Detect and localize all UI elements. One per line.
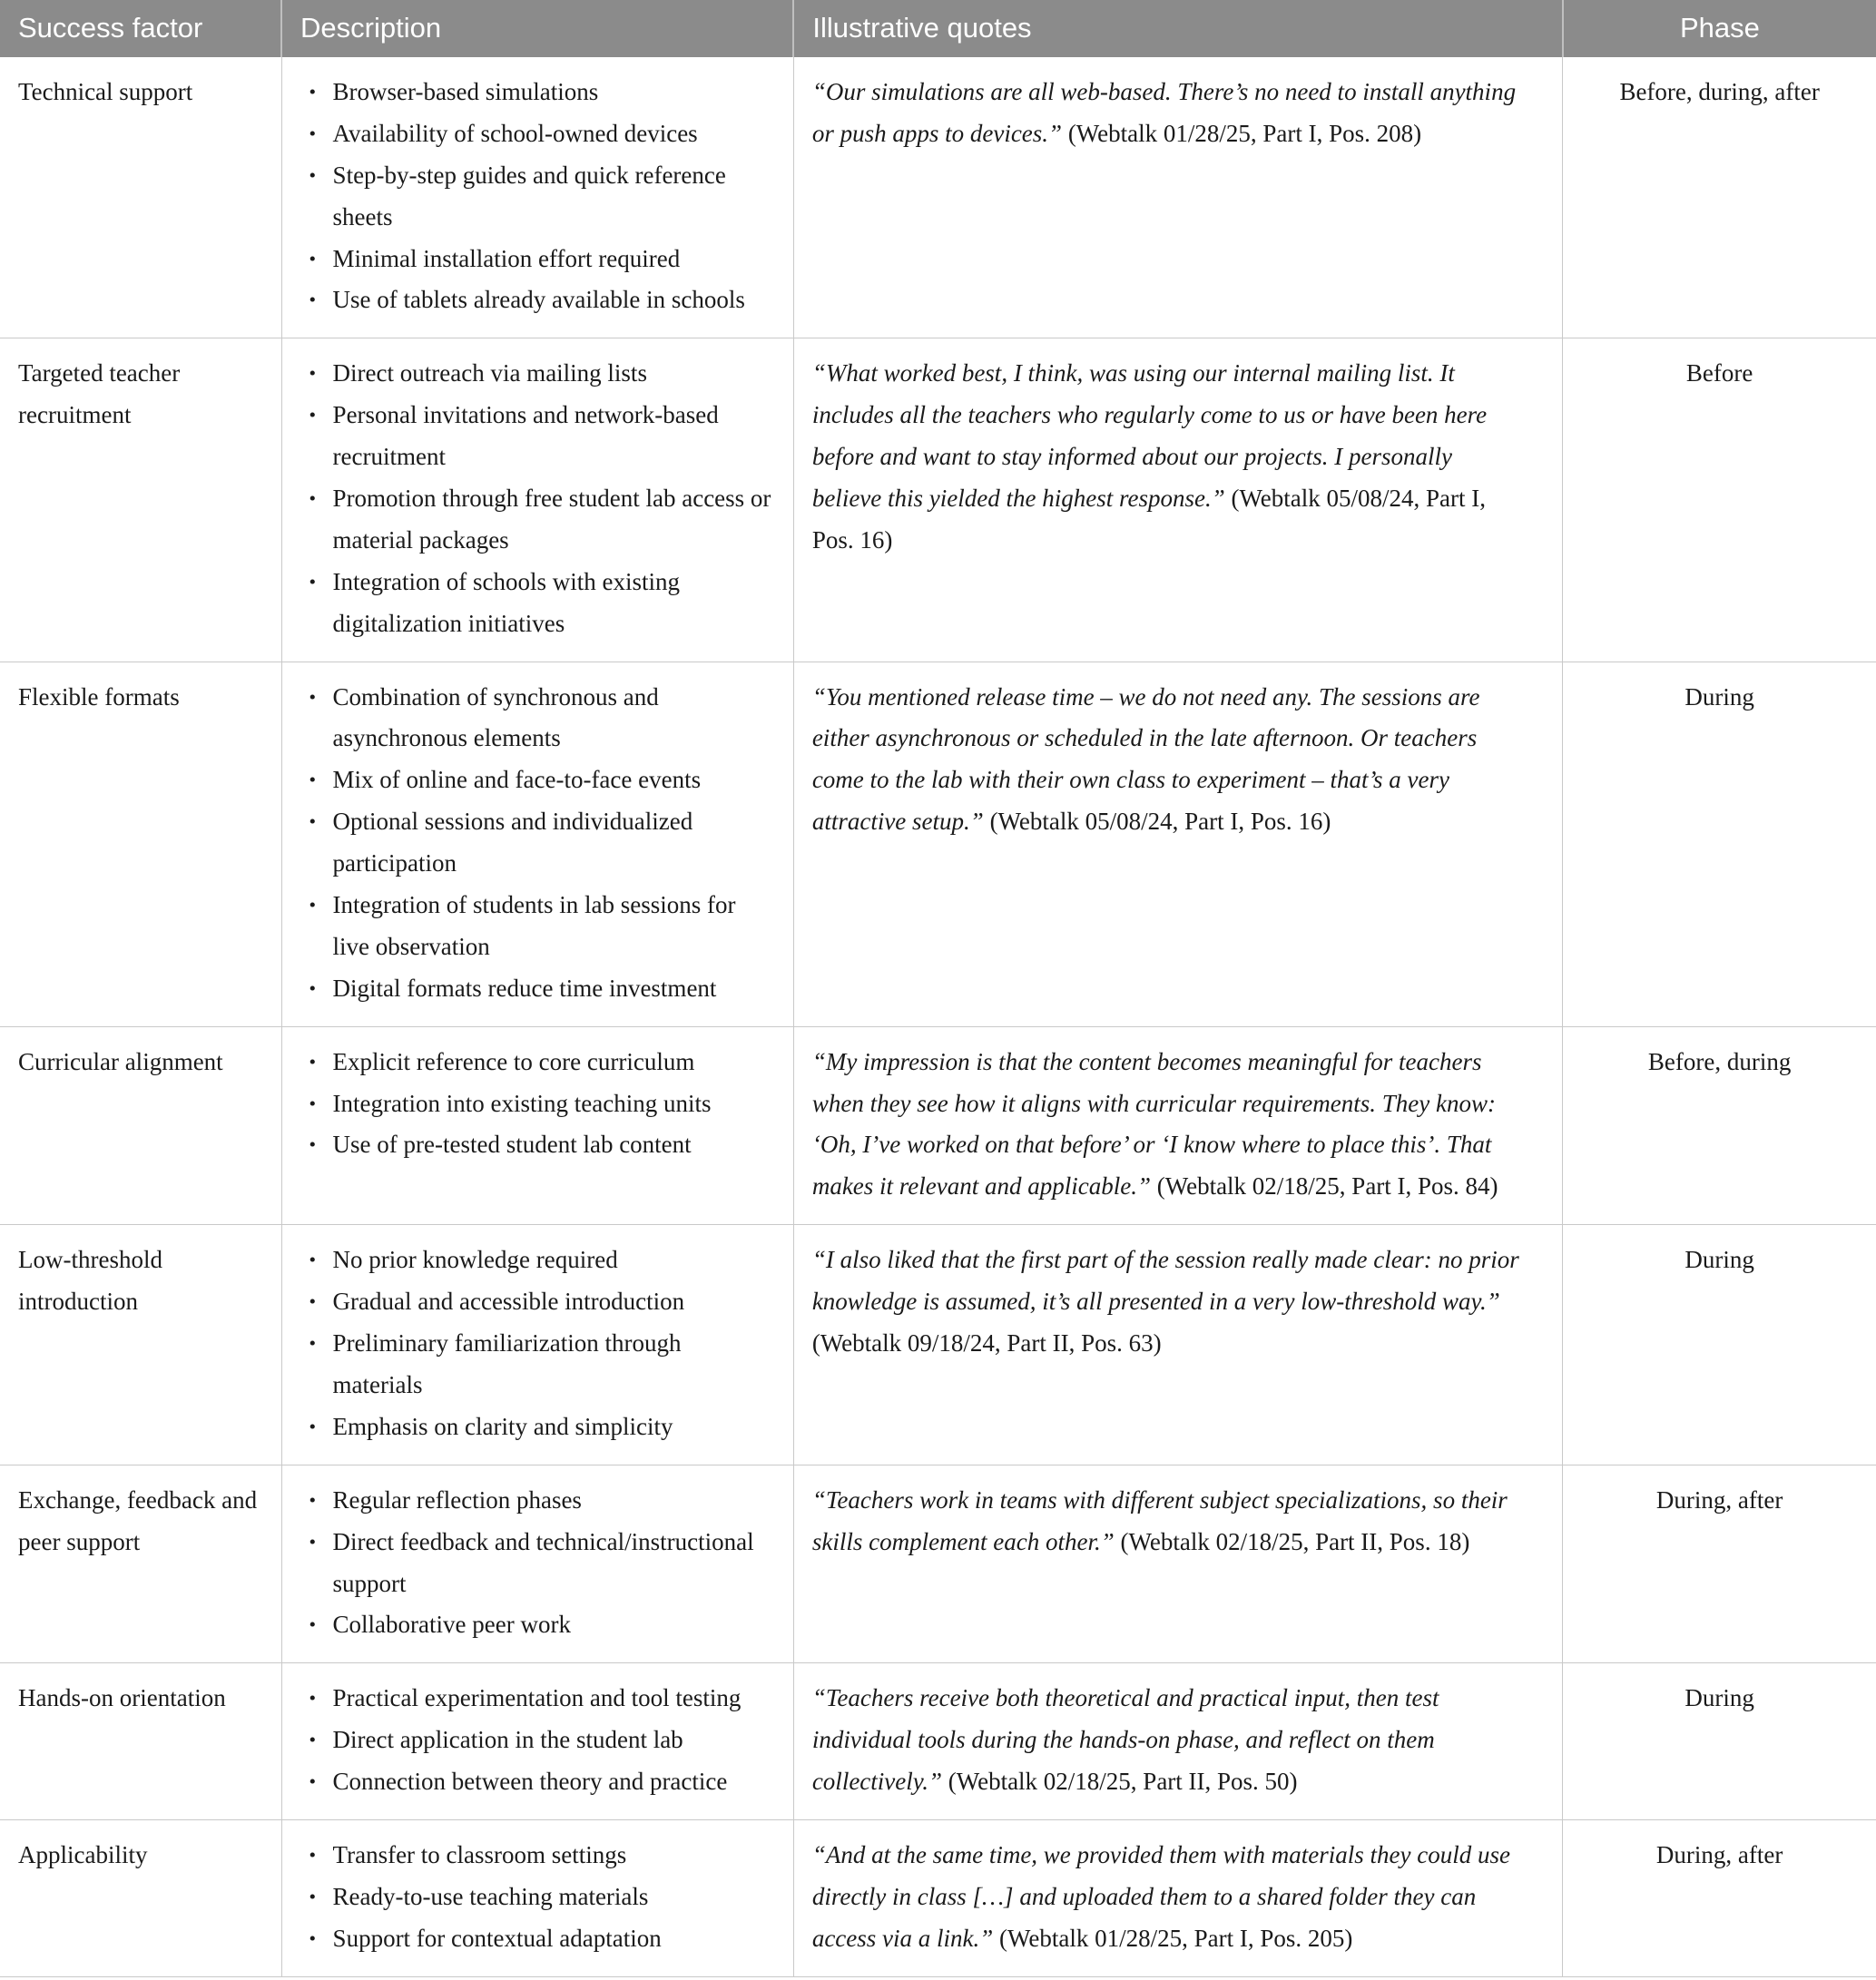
table-header	[0, 0, 1876, 57]
success-factor-cell: Flexible formats	[18, 682, 180, 711]
phase-cell: Before, during, after	[1563, 57, 1876, 338]
bullet-item: • Mix of online and face-to-face events	[300, 760, 775, 801]
description-cell	[281, 1819, 793, 1976]
success-factor-cell: Curricular alignment	[18, 1047, 223, 1075]
bullet-item: • Personal invitations and network-based recruitment	[300, 395, 775, 478]
quote-cell	[793, 1225, 1562, 1465]
bullet-item: • Integration into existing teaching units	[300, 1083, 775, 1125]
phase-cell: During, after	[1563, 1819, 1876, 1976]
quote-cell	[793, 57, 1562, 338]
quote-text: “What worked best, I think, was using our internal mailing list. It includes all the teachers who regularly come to us or have been here before and want to stay informed about our projects. I personally believe this yielded the highest response.”	[811, 359, 1488, 513]
success-factor-cell: Targeted teacher recruitment	[18, 359, 181, 429]
quote-citation: (Webtalk 02/18/25, Part II, Pos. 18)	[1114, 1527, 1470, 1555]
quote-text: “Teachers receive both theoretical and practical input, then test individual tools during the hands-on phase, and reflect on them collectively.”	[811, 1684, 1439, 1796]
table-row	[0, 1819, 1876, 1976]
bullet-item: • Preliminary familiarization through materials	[300, 1323, 775, 1407]
quote-cell	[793, 1465, 1562, 1663]
bullet-item: • Connection between theory and practice	[300, 1761, 775, 1803]
bullet-item: • Regular reflection phases	[300, 1480, 775, 1522]
description-cell	[281, 1465, 793, 1663]
bullet-list	[300, 1480, 775, 1647]
bullet-item: • Direct application in the student lab	[300, 1720, 775, 1761]
quote-text: “And at the same time, we provided them with materials they could use directly in class […] and uploaded them to a shared folder they can access via a link.”	[811, 1840, 1510, 1952]
success-factor-cell: Hands-on orientation	[18, 1684, 226, 1712]
col-header-success-factor: Success factor	[0, 0, 281, 57]
bullet-item: • Promotion through free student lab access or material packages	[300, 478, 775, 562]
table-row	[0, 338, 1876, 662]
bullet-item: • Explicit reference to core curriculum	[300, 1042, 775, 1083]
quote-text: “Our simulations are all web-based. There’s no need to install anything or push apps to devices.”	[811, 78, 1517, 147]
bullet-item: • Optional sessions and individualized participation	[300, 801, 775, 885]
table-row	[0, 1026, 1876, 1225]
bullet-item: • No prior knowledge required	[300, 1240, 775, 1281]
quote-cell	[793, 1819, 1562, 1976]
bullet-item: • Direct feedback and technical/instructional support	[300, 1522, 775, 1605]
bullet-item: • Availability of school-owned devices	[300, 113, 775, 155]
description-cell	[281, 1225, 793, 1465]
bullet-item: • Minimal installation effort required	[300, 239, 775, 280]
bullet-list	[300, 1835, 775, 1960]
bullet-item: • Integration of schools with existing digitalization initiatives	[300, 562, 775, 645]
success-factor-cell: Exchange, feedback and peer support	[18, 1485, 258, 1555]
bullet-list	[300, 1240, 775, 1447]
bullet-item: • Support for contextual adaptation	[300, 1918, 775, 1960]
description-cell	[281, 662, 793, 1026]
phase-cell: Before, during	[1563, 1026, 1876, 1225]
phase-cell: During	[1563, 1663, 1876, 1820]
table-row	[0, 57, 1876, 338]
success-factor-cell: Technical support	[18, 78, 193, 105]
bullet-item: • Integration of students in lab sessions for live observation	[300, 885, 775, 968]
phase-cell: During	[1563, 662, 1876, 1026]
quote-citation: (Webtalk 02/18/25, Part II, Pos. 50)	[942, 1768, 1298, 1796]
quote-text: “You mentioned release time – we do not need any. The sessions are either asynchronous or scheduled in the late afternoon. Or teachers come to the lab with their own class to experiment – that’s a very attractive setup.”	[811, 682, 1480, 836]
success-factor-cell: Low-threshold introduction	[18, 1246, 162, 1316]
description-cell	[281, 338, 793, 662]
bullet-item: • Use of tablets already available in schools	[300, 279, 775, 321]
description-cell	[281, 57, 793, 338]
bullet-item: • Collaborative peer work	[300, 1604, 775, 1646]
bullet-list	[300, 1042, 775, 1167]
success-factor-cell: Applicability	[18, 1840, 148, 1868]
table-row	[0, 1465, 1876, 1663]
quote-citation: (Webtalk 05/08/24, Part I, Pos. 16)	[983, 808, 1331, 836]
bullet-item: • Digital formats reduce time investment	[300, 968, 775, 1010]
quote-cell	[793, 338, 1562, 662]
table-row	[0, 1225, 1876, 1465]
description-cell	[281, 1663, 793, 1820]
quote-text: “My impression is that the content becomes meaningful for teachers when they see how it aligns with curricular requirements. They know: ‘Oh, I’ve worked on that before’ or ‘I know where to place this’. That makes it relevant and applicable.”	[811, 1047, 1496, 1201]
quote-citation: (Webtalk 09/18/24, Part II, Pos. 63)	[811, 1329, 1162, 1358]
bullet-list	[300, 72, 775, 321]
quote-cell	[793, 1026, 1562, 1225]
col-header-phase: Phase	[1563, 0, 1876, 57]
bullet-item: • Ready-to-use teaching materials	[300, 1877, 775, 1918]
header-row	[0, 0, 1876, 57]
table-body	[0, 57, 1876, 1976]
bullet-item: • Transfer to classroom settings	[300, 1835, 775, 1877]
bullet-list	[300, 677, 775, 1010]
quote-text: “I also liked that the first part of the session really made clear: no prior knowledge is assumed, it’s all presented in a very low-threshold way.”	[811, 1246, 1519, 1316]
quote-citation: (Webtalk 01/28/25, Part I, Pos. 205)	[993, 1924, 1353, 1952]
col-header-illustrative-quotes: Illustrative quotes	[793, 0, 1562, 57]
bullet-item: • Emphasis on clarity and simplicity	[300, 1407, 775, 1448]
bullet-list	[300, 353, 775, 644]
bullet-item: • Direct outreach via mailing lists	[300, 353, 775, 395]
quote-cell	[793, 662, 1562, 1026]
phase-cell: During	[1563, 1225, 1876, 1465]
bullet-item: • Combination of synchronous and asynchronous elements	[300, 677, 775, 760]
table-row	[0, 1663, 1876, 1820]
quote-cell	[793, 1663, 1562, 1820]
bullet-item: • Step-by-step guides and quick reference sheets	[300, 155, 775, 239]
quote-citation: (Webtalk 01/28/25, Part I, Pos. 208)	[1062, 119, 1422, 147]
bullet-item: • Gradual and accessible introduction	[300, 1281, 775, 1323]
description-cell	[281, 1026, 793, 1225]
phase-cell: Before	[1563, 338, 1876, 662]
bullet-list	[300, 1678, 775, 1803]
table-row	[0, 662, 1876, 1026]
quote-citation: (Webtalk 05/08/24, Part I, Pos. 16)	[811, 485, 1486, 554]
quote-citation: (Webtalk 02/18/25, Part I, Pos. 84)	[1151, 1172, 1498, 1201]
bullet-item: • Browser-based simulations	[300, 72, 775, 113]
bullet-item: • Practical experimentation and tool testing	[300, 1678, 775, 1720]
bullet-item: • Use of pre-tested student lab content	[300, 1124, 775, 1166]
col-header-description: Description	[281, 0, 793, 57]
quote-text: “Teachers work in teams with different subject specializations, so their skills complement each other.”	[811, 1485, 1508, 1555]
phase-cell: During, after	[1563, 1465, 1876, 1663]
